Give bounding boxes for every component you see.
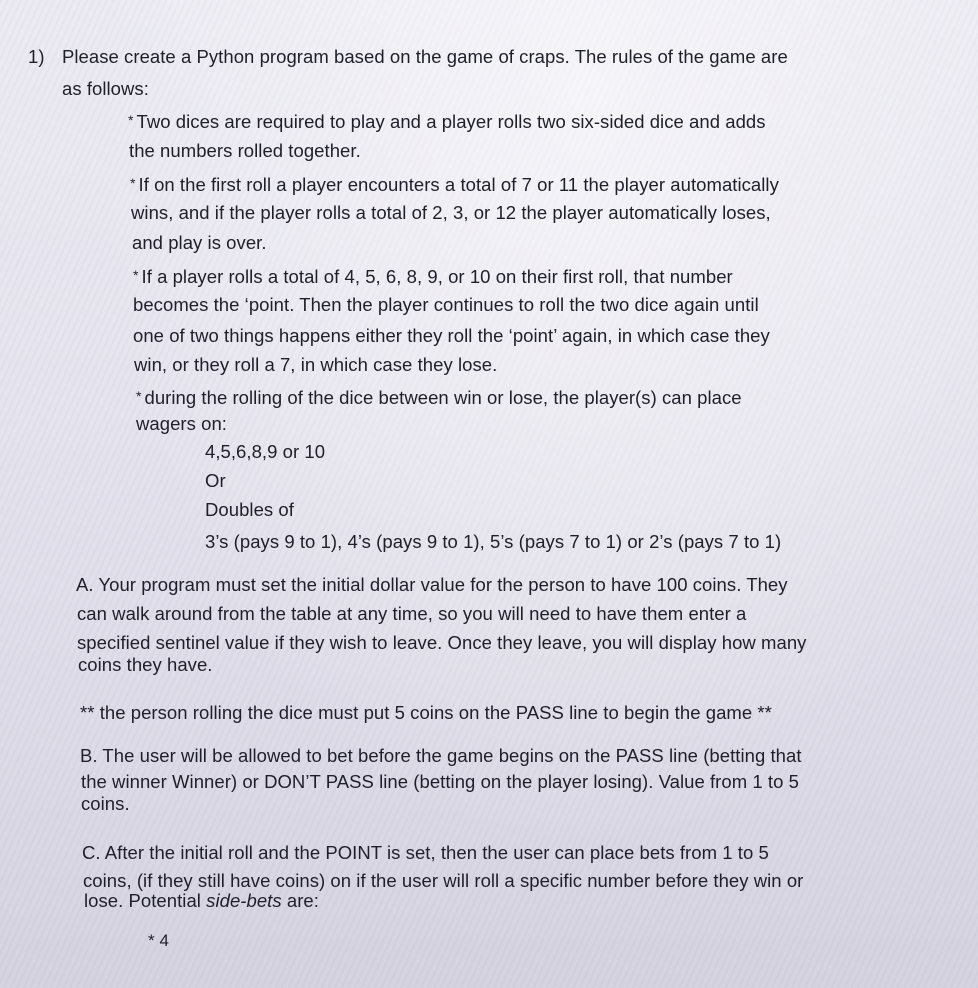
part-b-line-2: the winner Winner) or DON’T PASS line (betting on the player losing). Value from 1 to 5 xyxy=(81,771,799,792)
rule-1-line-2: the numbers rolled together. xyxy=(129,140,361,161)
part-b-line-1: B. The user will be allowed to bet before the game begins on the PASS line (betting that xyxy=(80,745,802,766)
rule-4-line-2: wagers on: xyxy=(136,413,227,434)
wager-doubles-payouts: 3’s (pays 9 to 1), 4’s (pays 9 to 1), 5’s (pays 7 to 1) or 2’s (pays 7 to 1) xyxy=(205,531,782,552)
part-a-line-1: A. Your program must set the initial dollar value for the person to have 100 coins. They xyxy=(76,574,788,595)
part-b-line-3: coins. xyxy=(81,793,130,814)
rule-2-line-2: wins, and if the player rolls a total of 2, 3, or 12 the player automatically loses, xyxy=(131,202,771,223)
bullet-asterisk: * xyxy=(133,267,139,283)
part-a-line-4: coins they have. xyxy=(78,654,213,675)
side-bet-item-4: * 4 xyxy=(148,931,169,950)
rule-3-line-2: becomes the ‘point. Then the player continues to roll the two dice again until xyxy=(133,294,759,315)
rule-2-line-3: and play is over. xyxy=(132,232,267,253)
pass-line-note: ** the person rolling the dice must put 5 coins on the PASS line to begin the game ** xyxy=(80,702,772,723)
part-a-line-3: specified sentinel value if they wish to leave. Once they leave, you will display how many xyxy=(77,632,807,653)
bullet-asterisk: * xyxy=(130,175,136,191)
intro-line-2: as follows: xyxy=(62,78,149,99)
question-number: 1) xyxy=(28,46,45,67)
bullet-asterisk: * xyxy=(128,112,134,128)
wager-or: Or xyxy=(205,470,226,491)
part-c-line-1: C. After the initial roll and the POINT is set, then the user can place bets from 1 to 5 xyxy=(82,842,769,863)
intro-line-1: Please create a Python program based on the game of craps. The rules of the game are xyxy=(62,46,788,67)
rule-4-line-1: * during the rolling of the dice between win or lose, the player(s) can place xyxy=(136,387,742,408)
part-c-line-2: coins, (if they still have coins) on if the user will roll a specific number before they win or xyxy=(83,870,804,891)
bullet-asterisk: * xyxy=(136,388,142,404)
wager-numbers: 4,5,6,8,9 or 10 xyxy=(205,441,326,462)
part-a-line-2: can walk around from the table at any time, so you will need to have them enter a xyxy=(77,603,747,624)
rule-1-line-1: * Two dices are required to play and a player rolls two six-sided dice and adds xyxy=(128,111,766,132)
rule-3-line-3: one of two things happens either they roll the ‘point’ again, in which case they xyxy=(133,325,770,346)
wager-doubles-label: Doubles of xyxy=(205,499,294,520)
part-c-line-3: lose. Potential side-bets are: xyxy=(84,890,319,911)
side-bets-emphasis: side-bets xyxy=(206,890,282,911)
rule-2-line-1: * If on the first roll a player encounters a total of 7 or 11 the player automatically xyxy=(130,174,779,195)
rule-3-line-1: * If a player rolls a total of 4, 5, 6, 8, 9, or 10 on their first roll, that number xyxy=(133,266,733,287)
rule-3-line-4: win, or they roll a 7, in which case they lose. xyxy=(134,354,498,375)
